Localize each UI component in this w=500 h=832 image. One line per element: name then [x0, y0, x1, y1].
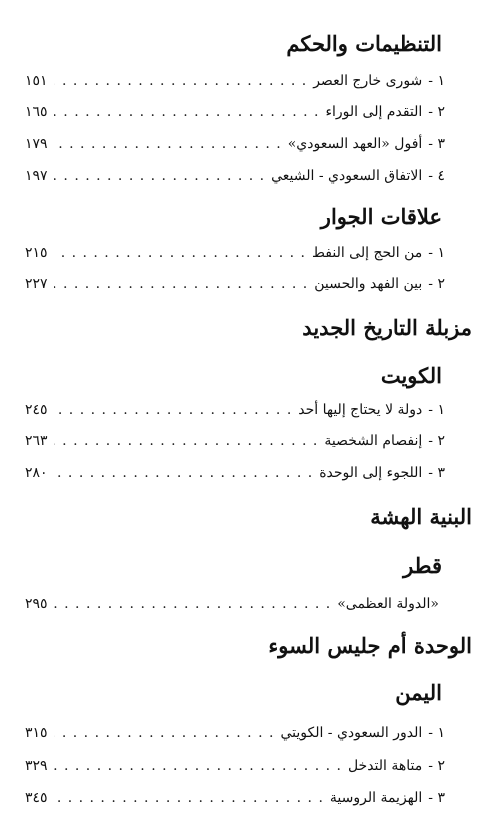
toc-entry	[25, 165, 445, 187]
section-heading: اليمن	[395, 680, 442, 705]
entry-page-number: ٣٢٩	[25, 758, 48, 774]
entry-number: ١ -	[428, 725, 445, 741]
entry-number: ٣ -	[428, 136, 445, 152]
leader-dots	[54, 755, 342, 777]
leader-dots	[54, 242, 306, 264]
entry-title: الاتفاق السعودي - الشيعي	[271, 168, 423, 184]
entry-title: من الحج إلى النفط	[311, 245, 423, 261]
entry-page-number: ٢٤٥	[25, 402, 48, 418]
entry-number: ٢ -	[428, 276, 445, 292]
leader-dots	[54, 462, 314, 484]
entry-page-number: ٢٨٠	[25, 465, 48, 481]
entry-page-number: ٣١٥	[25, 725, 48, 741]
entry-number: ١ -	[428, 402, 445, 418]
leader-dots	[54, 165, 266, 187]
toc-entry	[25, 755, 445, 777]
toc-entry	[25, 462, 445, 484]
entry-number: ٣ -	[428, 465, 445, 481]
entry-page-number: ٢٢٧	[25, 276, 48, 292]
leader-dots	[54, 722, 275, 744]
part-heading: البنية الهشة	[370, 504, 472, 529]
entry-title: متاهة التدخل	[347, 758, 423, 774]
entry-page-number: ٢٦٣	[25, 433, 48, 449]
leader-dots	[54, 273, 309, 295]
entry-number: ٤ -	[428, 168, 445, 184]
section-heading: قطر	[403, 553, 442, 578]
toc-entry	[25, 273, 445, 295]
entry-number: ١ -	[428, 245, 445, 261]
toc-entry	[25, 101, 445, 123]
entry-number: ٢ -	[428, 433, 445, 449]
entry-title: التقدم إلى الوراء	[325, 104, 423, 120]
part-heading: مزبلة التاريخ الجديد	[302, 315, 472, 340]
leader-dots	[54, 787, 324, 809]
entry-number: ٢ -	[428, 104, 445, 120]
entry-page-number: ١٦٥	[25, 104, 48, 120]
entry-title: دولة لا يحتاج إليها أحد	[298, 402, 423, 418]
section-heading: علاقات الجوار	[320, 204, 442, 229]
leader-dots	[54, 133, 282, 155]
entry-page-number: ١٧٩	[25, 136, 48, 152]
section-heading: التنظيمات والحكم	[286, 31, 442, 56]
leader-dots	[54, 70, 308, 92]
entry-page-number: ٢٩٥	[25, 596, 48, 612]
entry-title: الهزيمة الروسية	[329, 790, 423, 806]
toc-entry	[25, 242, 445, 264]
toc-entry	[25, 430, 445, 452]
toc-entry	[25, 133, 445, 155]
entry-page-number: ١٩٧	[25, 168, 48, 184]
leader-dots	[54, 399, 293, 421]
entry-title: إنفصام الشخصية	[324, 433, 423, 449]
section-heading: الكويت	[380, 363, 442, 388]
entry-number: ٢ -	[428, 758, 445, 774]
entry-title: «الدولة العظمى»	[337, 596, 439, 612]
toc-entry	[25, 593, 445, 615]
entry-number: ٣ -	[428, 790, 445, 806]
entry-title: الدور السعودي - الكويتي	[280, 725, 423, 741]
entry-title: شورى خارج العصر	[313, 73, 423, 89]
entry-title: اللجوء إلى الوحدة	[319, 465, 423, 481]
entry-page-number: ٣٤٥	[25, 790, 48, 806]
entry-title: أفول «العهد السعودي»	[287, 136, 423, 152]
toc-entry	[25, 399, 445, 421]
toc-entry	[25, 787, 445, 809]
toc-entry	[25, 70, 445, 92]
leader-dots	[54, 593, 332, 615]
entry-number: ١ -	[428, 73, 445, 89]
part-heading: الوحدة أم جليس السوء	[268, 633, 472, 658]
entry-page-number: ١٥١	[25, 73, 48, 89]
toc-entry	[25, 722, 445, 744]
entry-page-number: ٢١٥	[25, 245, 48, 261]
entry-title: بين الفهد والحسين	[314, 276, 423, 292]
leader-dots	[54, 430, 319, 452]
leader-dots	[54, 101, 320, 123]
